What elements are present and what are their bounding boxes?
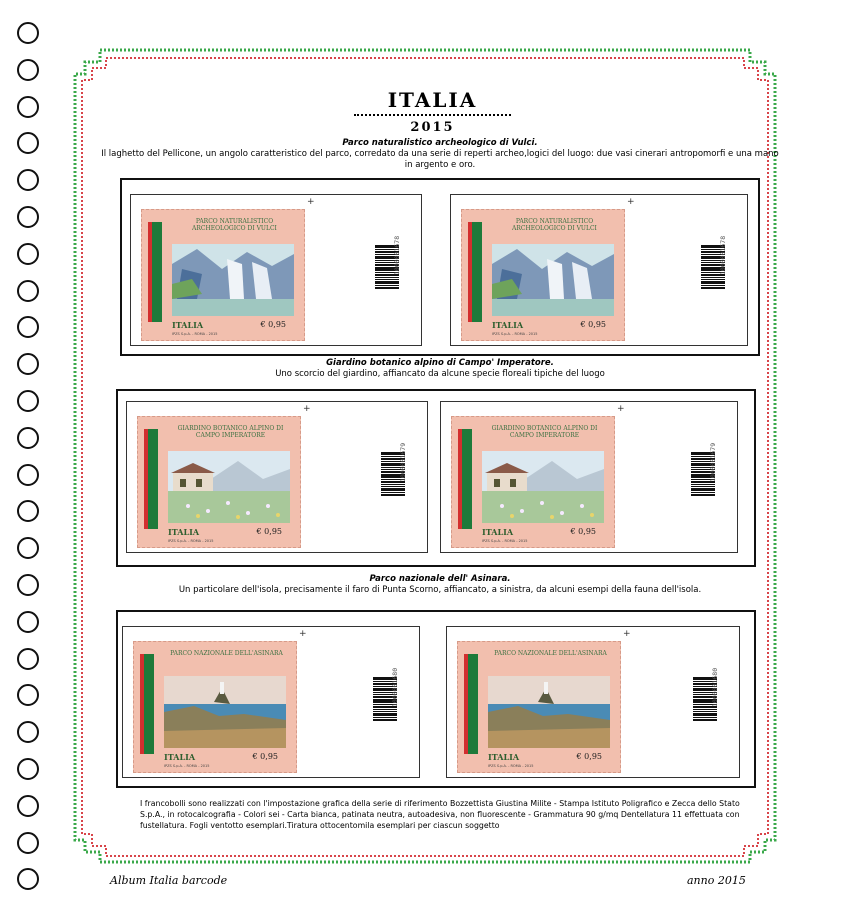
barcode-tab: [687, 647, 731, 757]
stamp-imprint: IPZS S.p.A. - ROMA - 2015: [482, 539, 528, 543]
registration-mark: +: [623, 629, 631, 639]
section-title: Parco naturalistico archeologico di Vulci.: [342, 138, 538, 148]
stamp-country: ITALIA: [488, 752, 520, 762]
page-title: ITALIA: [387, 88, 478, 112]
stamp-scene-image: [168, 451, 290, 523]
section-description: Un particolare dell'isola, precisamente il faro di Punta Scorno, affiancato, a sinistra, da alcuni esempi della fauna dell'isola.: [178, 585, 702, 595]
barcode-bar: [375, 287, 399, 289]
stamp-imprint: IPZS S.p.A. - ROMA - 2015: [172, 332, 218, 336]
barcode-serial: 1000001678: [719, 235, 727, 275]
page-year: 2015: [410, 120, 455, 135]
stamp-scene-image: [482, 451, 604, 523]
barcode-bar: [691, 486, 715, 487]
section-caption-vulci: [100, 138, 780, 171]
barcode-bar: [701, 277, 725, 278]
stamp-red-stripe: [148, 222, 152, 322]
barcode-bar: [373, 719, 397, 721]
stamp-scene-image: [488, 676, 610, 748]
section-title: Parco nazionale dell' Asinara.: [369, 574, 511, 584]
stamp: [141, 209, 305, 341]
barcode-bar: [701, 281, 725, 284]
barcode-bar: [381, 486, 405, 487]
barcode-bar: [373, 717, 397, 718]
barcode-tab: [685, 422, 729, 532]
registration-mark: +: [617, 404, 625, 414]
stamp: [451, 416, 615, 548]
barcode-bar: [375, 279, 399, 280]
stamp-country: ITALIA: [164, 752, 196, 762]
barcode-bar: [373, 711, 397, 712]
stamp-pair: [450, 194, 748, 346]
stamp-park-title: PARCO NATURALISTICO ARCHEOLOGICO DI VULCI: [192, 218, 277, 232]
stamp-park-title: PARCO NAZIONALE DELL'ASINARA: [494, 650, 607, 657]
stamp: [133, 641, 297, 773]
barcode-bar: [691, 492, 715, 493]
title-divider: [354, 114, 511, 116]
stamp-pair: [446, 626, 740, 778]
stamp: [457, 641, 621, 773]
stamp-pair: [130, 194, 422, 346]
barcode-tab: [695, 215, 739, 325]
barcode-bar: [373, 713, 397, 716]
barcode-bar: [381, 488, 405, 491]
barcode-bar: [701, 287, 725, 289]
stamp-value: € 0,95: [252, 752, 278, 761]
registration-mark: +: [627, 197, 635, 207]
barcode-bar: [691, 494, 715, 496]
stamp-imprint: IPZS S.p.A. - ROMA - 2015: [164, 764, 210, 768]
barcode-bar: [381, 492, 405, 493]
barcode-bar: [381, 484, 405, 485]
barcode-bar: [693, 717, 717, 718]
barcode-serial: 1000001680: [711, 667, 719, 707]
barcode-bar: [701, 285, 725, 286]
barcode-bar: [375, 277, 399, 278]
registration-mark: +: [307, 197, 315, 207]
stamp-park-title: GIARDINO BOTANICO ALPINO DI CAMPO IMPERATORE: [491, 425, 598, 439]
barcode-bar: [701, 279, 725, 280]
barcode-bar: [691, 488, 715, 491]
stamp-pair: [440, 401, 738, 553]
section-title: Giardino botanico alpino di Campo' Imperatore.: [326, 358, 554, 368]
stamp-pair: [126, 401, 428, 553]
stamp-park-title: GIARDINO BOTANICO ALPINO DI CAMPO IMPERATORE: [177, 425, 284, 439]
section-description: Il laghetto del Pellicone, un angolo caratteristico del parco, corredato da una serie di reperti archeo,logici del luogo: due vasi cinerari antropomorfi e una mano in argento e oro.: [101, 149, 779, 170]
barcode-tab: [367, 647, 411, 757]
barcode-bar: [693, 719, 717, 721]
barcode-bar: [375, 281, 399, 284]
stamp-value: € 0,95: [580, 320, 606, 329]
section-caption-campo-imperatore: [100, 358, 780, 380]
section-caption-asinara: [100, 574, 780, 596]
album-year: anno 2015: [687, 874, 746, 887]
album-name: Album Italia barcode: [110, 874, 228, 887]
technical-notes: I francobolli sono realizzati con l'impostazione grafica della serie di riferimento Bozzettista Giustina Milite - Stampa Istituto Poligrafico e Zecca dello Stato S.p.A., in rotocalcografia - Colori sei - Carta bianca, patinata neutra, autoadesiva, non fluorescente - Grammatura 90 g/mq Dentellatura 11 effettuata con fustellatura. Fogli ventotto esemplari.Tiratura ottocentomila esemplari per ciascun soggetto: [140, 799, 740, 830]
stamp-park-title: PARCO NAZIONALE DELL'ASINARA: [170, 650, 283, 657]
barcode-tab: [369, 215, 413, 325]
stamp-country: ITALIA: [172, 320, 204, 330]
stamp-scene-image: [164, 676, 286, 748]
stamp-red-stripe: [144, 429, 148, 529]
stamp-scene-image: [172, 244, 294, 316]
stamp-park-title: PARCO NATURALISTICO ARCHEOLOGICO DI VULCI: [512, 218, 597, 232]
barcode-bar: [693, 713, 717, 716]
stamp-frame-vulci: [120, 178, 760, 356]
stamp-imprint: IPZS S.p.A. - ROMA - 2015: [168, 539, 214, 543]
stamp-value: € 0,95: [576, 752, 602, 761]
barcode-bar: [693, 709, 717, 710]
barcode-bar: [373, 709, 397, 710]
stamp-country: ITALIA: [168, 527, 200, 537]
stamp-imprint: IPZS S.p.A. - ROMA - 2015: [492, 332, 538, 336]
stamp-frame-asinara: [116, 610, 756, 788]
barcode-serial: 1000001678: [393, 235, 401, 275]
barcode-bar: [691, 484, 715, 485]
section-description: Uno scorcio del giardino, affiancato da alcune specie floreali tipiche del luogo: [275, 369, 605, 379]
stamp-value: € 0,95: [570, 527, 596, 536]
barcode-serial: 1000001680: [391, 667, 399, 707]
stamp-value: € 0,95: [260, 320, 286, 329]
stamp-red-stripe: [458, 429, 462, 529]
stamp: [137, 416, 301, 548]
barcode-serial: 1000001679: [399, 442, 407, 482]
barcode-tab: [375, 422, 419, 532]
stamp-country: ITALIA: [492, 320, 524, 330]
stamp-country: ITALIA: [482, 527, 514, 537]
barcode-serial: 1000001679: [709, 442, 717, 482]
registration-mark: +: [303, 404, 311, 414]
stamp-value: € 0,95: [256, 527, 282, 536]
registration-mark: +: [299, 629, 307, 639]
stamp-frame-campo-imperatore: [116, 389, 756, 567]
stamp-red-stripe: [468, 222, 472, 322]
barcode-bar: [693, 711, 717, 712]
stamp-imprint: IPZS S.p.A. - ROMA - 2015: [488, 764, 534, 768]
stamp-red-stripe: [464, 654, 468, 754]
stamp-scene-image: [492, 244, 614, 316]
stamp-red-stripe: [140, 654, 144, 754]
page-header: [350, 88, 515, 135]
stamp-pair: [122, 626, 420, 778]
stamp: [461, 209, 625, 341]
barcode-bar: [375, 285, 399, 286]
barcode-bar: [381, 494, 405, 496]
